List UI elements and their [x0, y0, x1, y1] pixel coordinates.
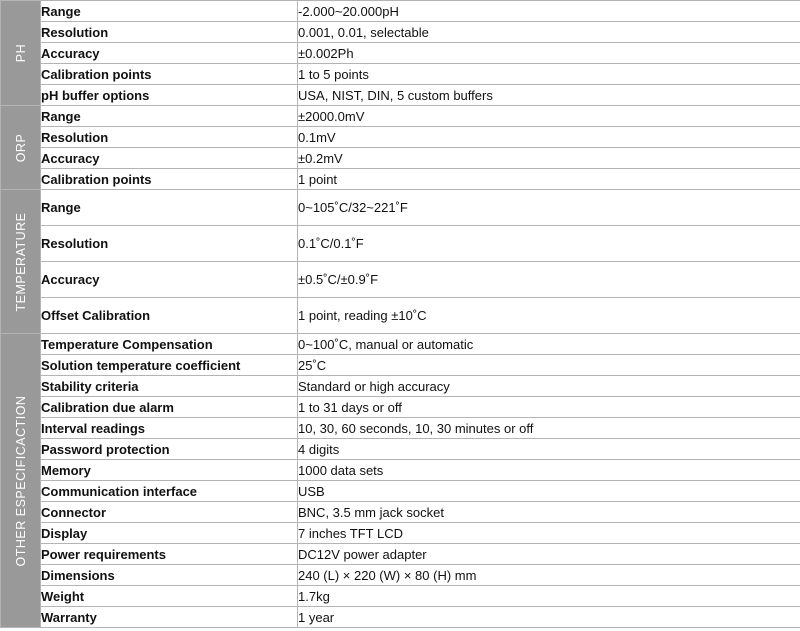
table-row [1, 460, 800, 481]
spec-key: Offset Calibration [41, 298, 298, 334]
section-label-text: ORP [13, 133, 28, 162]
table-row [1, 502, 800, 523]
table-row [1, 523, 800, 544]
spec-key: Range [41, 1, 298, 22]
table-row [1, 22, 800, 43]
spec-value: 1 to 31 days or off [298, 397, 800, 418]
table-row [1, 544, 800, 565]
table-row [1, 565, 800, 586]
section-label-text: PH [13, 43, 28, 63]
table-row [1, 226, 800, 262]
table-row [1, 298, 800, 334]
spec-value: 1.7kg [298, 586, 800, 607]
spec-key: Temperature Compensation [41, 334, 298, 355]
spec-value: 10, 30, 60 seconds, 10, 30 minutes or off [298, 418, 800, 439]
spec-key: Range [41, 106, 298, 127]
spec-key: pH buffer options [41, 85, 298, 106]
table-row [1, 607, 800, 628]
spec-key: Weight [41, 586, 298, 607]
spec-value: USA, NIST, DIN, 5 custom buffers [298, 85, 800, 106]
table-row [1, 262, 800, 298]
spec-value: ±0.2mV [298, 148, 800, 169]
table-row [1, 439, 800, 460]
spec-key: Dimensions [41, 565, 298, 586]
spec-value: Standard or high accuracy [298, 376, 800, 397]
spec-value: 4 digits [298, 439, 800, 460]
spec-value: ±0.5˚C/±0.9˚F [298, 262, 800, 298]
spec-value: DC12V power adapter [298, 544, 800, 565]
spec-value: 0.1˚C/0.1˚F [298, 226, 800, 262]
spec-key: Calibration due alarm [41, 397, 298, 418]
table-row [1, 43, 800, 64]
spec-key: Calibration points [41, 64, 298, 85]
spec-key: Accuracy [41, 262, 298, 298]
spec-key: Communication interface [41, 481, 298, 502]
table-row [1, 586, 800, 607]
section-label-orp [1, 106, 41, 190]
spec-key: Resolution [41, 22, 298, 43]
spec-value: 1 point, reading ±10˚C [298, 298, 800, 334]
table-row [1, 397, 800, 418]
section-label-text: TEMPERATURE [13, 211, 28, 312]
table-row [1, 148, 800, 169]
spec-value: 240 (L) × 220 (W) × 80 (H) mm [298, 565, 800, 586]
spec-key: Connector [41, 502, 298, 523]
table-row [1, 1, 800, 22]
spec-key: Resolution [41, 226, 298, 262]
spec-key: Memory [41, 460, 298, 481]
spec-key: Accuracy [41, 43, 298, 64]
spec-value: 1 point [298, 169, 800, 190]
table-row [1, 106, 800, 127]
section-label-other [1, 334, 41, 628]
spec-key: Display [41, 523, 298, 544]
table-row [1, 64, 800, 85]
table-row [1, 85, 800, 106]
section-label-temperature [1, 190, 41, 334]
spec-value: USB [298, 481, 800, 502]
spec-key: Resolution [41, 127, 298, 148]
section-label-text: OTHER ESPECIFICACTION [13, 395, 28, 566]
table-row [1, 481, 800, 502]
spec-value: 0~100˚C, manual or automatic [298, 334, 800, 355]
table-row [1, 376, 800, 397]
spec-key: Range [41, 190, 298, 226]
table-row [1, 127, 800, 148]
spec-value: 0~105˚C/32~221˚F [298, 190, 800, 226]
table-row [1, 190, 800, 226]
table-row [1, 334, 800, 355]
spec-key: Accuracy [41, 148, 298, 169]
table-row [1, 355, 800, 376]
spec-value: 1000 data sets [298, 460, 800, 481]
spec-key: Calibration points [41, 169, 298, 190]
spec-value: 1 year [298, 607, 800, 628]
section-label-ph [1, 1, 41, 106]
spec-key: Interval readings [41, 418, 298, 439]
spec-value: 0.001, 0.01, selectable [298, 22, 800, 43]
spec-key: Password protection [41, 439, 298, 460]
spec-value: ±0.002Ph [298, 43, 800, 64]
spec-value: 25˚C [298, 355, 800, 376]
spec-value: 1 to 5 points [298, 64, 800, 85]
spec-value: 7 inches TFT LCD [298, 523, 800, 544]
table-row [1, 169, 800, 190]
spec-key: Solution temperature coefficient [41, 355, 298, 376]
table-row [1, 418, 800, 439]
spec-key: Warranty [41, 607, 298, 628]
spec-key: Power requirements [41, 544, 298, 565]
spec-value: -2.000~20.000pH [298, 1, 800, 22]
spec-key: Stability criteria [41, 376, 298, 397]
spec-value: 0.1mV [298, 127, 800, 148]
spec-value: ±2000.0mV [298, 106, 800, 127]
spec-value: BNC, 3.5 mm jack socket [298, 502, 800, 523]
